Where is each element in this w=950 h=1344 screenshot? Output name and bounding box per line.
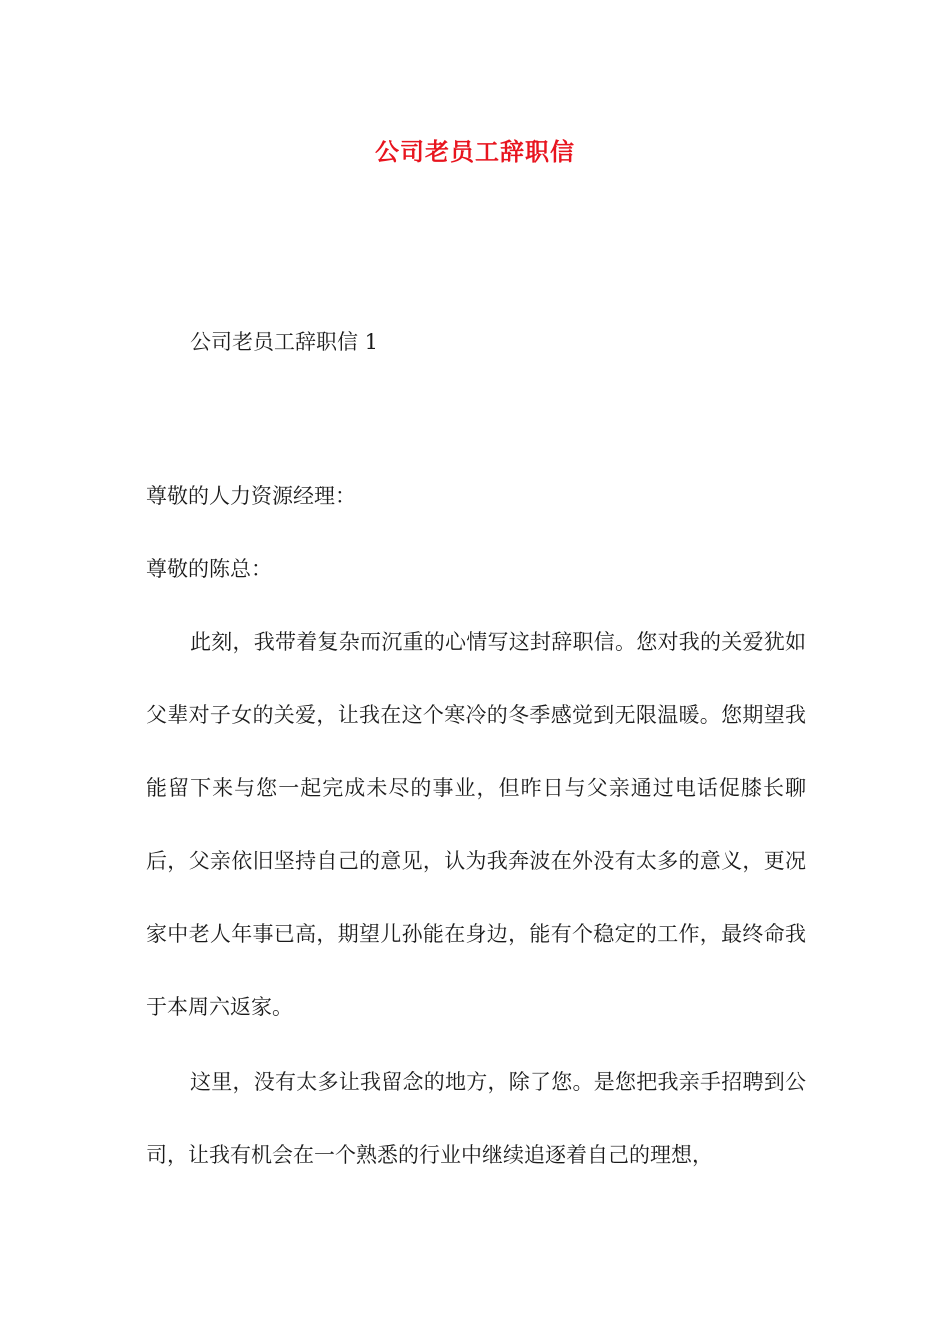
salutation-chen: 尊敬的陈总：	[146, 557, 272, 581]
document-title: 公司老员工辞职信	[375, 137, 575, 166]
salutation-hr-manager: 尊敬的人力资源经理：	[146, 484, 356, 508]
body-paragraph: 此刻，我带着复杂而沉重的心情写这封辞职信。您对我的关爱犹如父辈对子女的关爱，让我在这个寒冷的冬季感觉到无限温暖。您期望我能留下来与您一起完成未尽的事业，但昨日与父亲通过电话促膝长聊后，父亲依旧坚持自己的意见，认为我奔波在外没有太多的意义，更况家中老人年事已高，期望儿孙能在身边，能有个稳定的工作，最终命我于本周六返家。	[146, 630, 806, 1019]
section-heading: 公司老员工辞职信 1	[190, 330, 379, 354]
body-paragraph: 这里，没有太多让我留念的地方，除了您。是您把我亲手招聘到公司，让我有机会在一个熟悉的行业中继续追逐着自己的理想，	[146, 1070, 806, 1167]
